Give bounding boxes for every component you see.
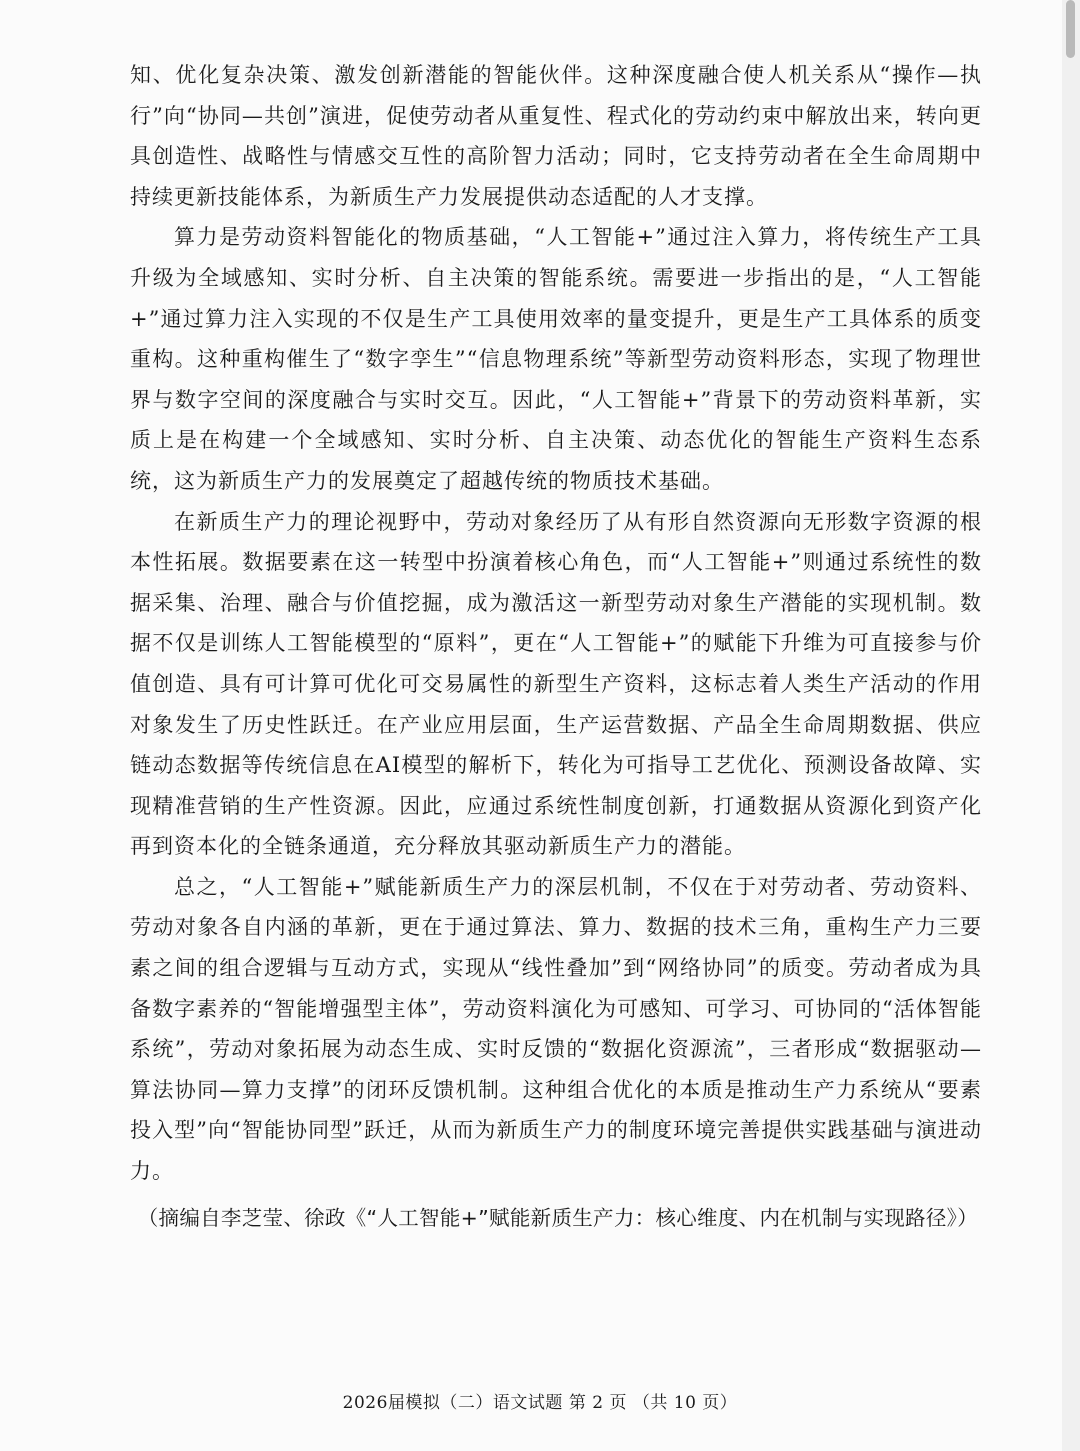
page-footer: 2026届模拟（二）语文试题 第 2 页 （共 10 页）	[342, 1393, 738, 1413]
scrollbar-thumb[interactable]	[1066, 0, 1075, 58]
paragraph-labor-object: 在新质生产力的理论视野中，劳动对象经历了从有形自然资源向无形数字资源的根本性拓展。数据要素在这一转型中扮演着核心角色，而“人工智能+”则通过系统性的数据采集、治理、融合与价值挖掘，成为激活这一新型劳动对象生产潜能的实现机制。数据不仅是训练人工智能模型的“原料”，更在“人工智能+”的赋能下升维为可直接参与价值创造、具有可计算可优化可交易属性的新型生产资料，这标志着人类生产活动的作用对象发生了历史性跃迁。在产业应用层面，生产运营数据、产品全生命周期数据、供应链动态数据等传统信息在AI模型的解析下，转化为可指导工艺优化、预测设备故障、实现精准营销的生产性资源。因此，应通过系统性制度创新，打通数据从资源化到资产化再到资本化的全链条通道，充分释放其驱动新质生产力的潜能。	[130, 509, 982, 859]
paragraph-continued: 知、优化复杂决策、激发创新潜能的智能伙伴。这种深度融合使人机关系从“操作—执行”向“协同—共创”演进，促使劳动者从重复性、程式化的劳动约束中解放出来，转向更具创造性、战略性与情感交互性的高阶智力活动；同时，它支持劳动者在全生命周期中持续更新技能体系，为新质生产力发展提供动态适配的人才支撑。	[130, 63, 982, 209]
source-citation: （摘编自李芝莹、徐政《“人工智能+”赋能新质生产力：核心维度、内在机制与实现路径》）	[137, 1205, 978, 1230]
article-body	[130, 55, 982, 1238]
paragraph-computing-power: 算力是劳动资料智能化的物质基础，“人工智能+”通过注入算力，将传统生产工具升级为全域感知、实时分析、自主决策的智能系统。需要进一步指出的是，“人工智能+”通过算力注入实现的不仅是生产工具使用效率的量变提升，更是生产工具体系的质变重构。这种重构催生了“数字孪生”“信息物理系统”等新型劳动资料形态，实现了物理世界与数字空间的深度融合与实时交互。因此，“人工智能+”背景下的劳动资料革新，实质上是在构建一个全域感知、实时分析、自主决策、动态优化的智能生产资料生态系统，这为新质生产力的发展奠定了超越传统的物质技术基础。	[130, 225, 982, 493]
paragraph-conclusion: 总之，“人工智能+”赋能新质生产力的深层机制，不仅在于对劳动者、劳动资料、劳动对象各自内涵的革新，更在于通过算法、算力、数据的技术三角，重构生产力三要素之间的组合逻辑与互动方式，实现从“线性叠加”到“网络协同”的质变。劳动者成为具备数字素养的“智能增强型主体”，劳动资料演化为可感知、可学习、可协同的“活体智能系统”，劳动对象拓展为动态生成、实时反馈的“数据化资源流”，三者形成“数据驱动—算法协同—算力支撑”的闭环反馈机制。这种组合优化的本质是推动生产力系统从“要素投入型”向“智能协同型”跃迁，从而为新质生产力的制度环境完善提供实践基础与演进动力。	[130, 874, 982, 1184]
vertical-scrollbar[interactable]	[1062, 0, 1080, 1451]
